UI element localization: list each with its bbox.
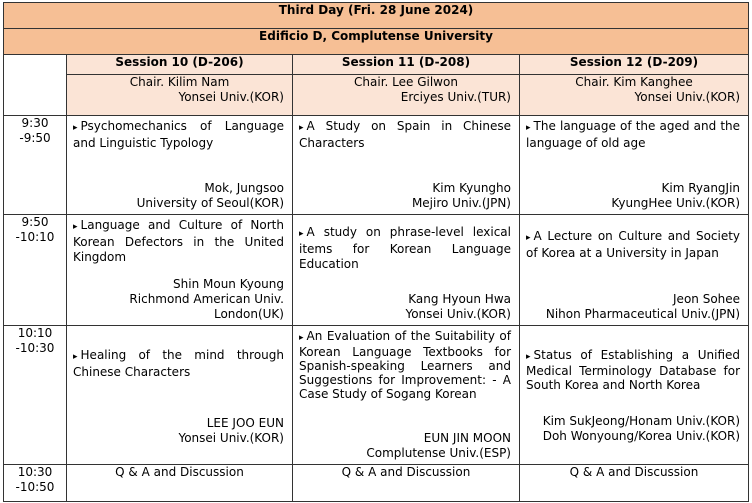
bullet-icon: ▸: [73, 123, 78, 133]
chair-university: Yonsei Univ.(KOR): [634, 90, 741, 104]
bullet-icon: ▸: [299, 229, 304, 239]
session-11-chair: [293, 75, 520, 116]
session-row: [4, 55, 749, 75]
presenter: EUN JIN MOON Complutense Univ.(ESP): [366, 431, 511, 460]
talk-cell: [293, 116, 520, 215]
talk-title: ▸ Language and Culture of North Korean Defectors in the United Kingdom: [73, 218, 284, 264]
chair-university: Erciyes Univ.(TUR): [400, 90, 511, 104]
talk-title: ▸ Status of Establishing a Unified Medical Terminology Database for South Korea and North Korea: [526, 348, 741, 392]
presenter: LEE JOO EUN Yonsei Univ.(KOR): [178, 416, 284, 445]
session-10-label: Session 10 (D-206): [67, 55, 293, 75]
time-end: -10:30: [15, 341, 55, 355]
bullet-icon: ▸: [526, 123, 531, 133]
talk-title: ▸ Psychomechanics of Language and Linguistic Typology: [73, 119, 284, 150]
presenter: Kim Kyungho Mejiro Univ.(JPN): [411, 181, 511, 210]
chair-university: Yonsei Univ.(KOR): [178, 90, 284, 104]
qa-label: Q & A and Discussion: [293, 465, 520, 502]
day-title: Third Day (Fri. 28 June 2024): [4, 3, 749, 29]
talk-cell: [520, 326, 749, 465]
presenter: Shin Moun Kyoung Richmond American Univ. London(UK): [129, 277, 284, 321]
talk-title: ▸ A study on phrase-level lexical items for Korean Language Education: [299, 225, 511, 271]
presenter: Kim RyangJin KyungHee Univ.(KOR): [611, 181, 741, 210]
time-slot-row: [4, 326, 749, 465]
talk-cell: [293, 215, 520, 326]
time-cell: [4, 215, 67, 326]
time-slot-row: [4, 215, 749, 326]
time-end: -10:50: [15, 480, 55, 494]
time-start: 9:30: [21, 116, 49, 130]
qa-row: [4, 465, 749, 502]
talk-title: ▸ An Evaluation of the Suitability of Korean Language Textbooks for Spanish-speaking Learners and Suggestions for Improvement: - A Case Study of Sogang Korean: [299, 329, 511, 401]
presenter: Mok, Jungsoo University of Seoul(KOR): [136, 181, 284, 210]
time-cell: [4, 465, 67, 502]
session-12-chair: [520, 75, 749, 116]
bullet-icon: ▸: [526, 352, 531, 362]
bullet-icon: ▸: [526, 233, 531, 243]
qa-label: Q & A and Discussion: [67, 465, 293, 502]
bullet-icon: ▸: [299, 123, 304, 133]
time-slot-row: [4, 116, 749, 215]
time-end: -9:50: [19, 131, 51, 145]
header-title-row: [4, 3, 749, 29]
bullet-icon: ▸: [299, 333, 304, 343]
talk-cell: [520, 116, 749, 215]
time-end: -10:10: [15, 230, 55, 244]
bullet-icon: ▸: [73, 222, 78, 232]
bullet-icon: ▸: [73, 352, 78, 362]
talk-title: ▸ The language of the aged and the language of old age: [526, 119, 741, 150]
talk-cell: [67, 215, 293, 326]
talk-cell: [293, 326, 520, 465]
time-start: 9:50: [21, 215, 49, 229]
time-cell: [4, 326, 67, 465]
talk-cell: [67, 116, 293, 215]
time-start: 10:30: [17, 465, 53, 479]
talk-title: ▸ A Study on Spain in Chinese Characters: [299, 119, 511, 150]
chair-name: Chair. Kilim Nam: [129, 75, 230, 89]
talk-title: ▸ Healing of the mind through Chinese Characters: [73, 348, 284, 379]
chair-row: [4, 75, 749, 116]
chair-name: Chair. Kim Kanghee: [575, 75, 693, 89]
presenter: Kang Hyoun Hwa Yonsei Univ.(KOR): [405, 292, 511, 321]
presenter: Jeon Sohee Nihon Pharmaceutical Univ.(JPN): [545, 292, 741, 321]
header-venue-row: [4, 29, 749, 55]
time-start: 10:10: [17, 326, 53, 340]
qa-label: Q & A and Discussion: [520, 465, 749, 502]
talk-cell: [520, 215, 749, 326]
venue-title: Edificio D, Complutense University: [4, 29, 749, 55]
talk-title: ▸ A Lecture on Culture and Society of Korea at a University in Japan: [526, 229, 741, 260]
time-cell: [4, 116, 67, 215]
session-11-label: Session 11 (D-208): [293, 55, 520, 75]
session-12-label: Session 12 (D-209): [520, 55, 749, 75]
talk-cell: [67, 326, 293, 465]
session-10-chair: [67, 75, 293, 116]
chair-name: Chair. Lee Gilwon: [354, 75, 458, 89]
presenter: Kim SukJeong/Honam Univ.(KOR) Doh Wonyoung/Korea Univ.(KOR): [542, 414, 741, 443]
schedule-table: [3, 2, 749, 502]
blank-corner: [4, 55, 67, 116]
